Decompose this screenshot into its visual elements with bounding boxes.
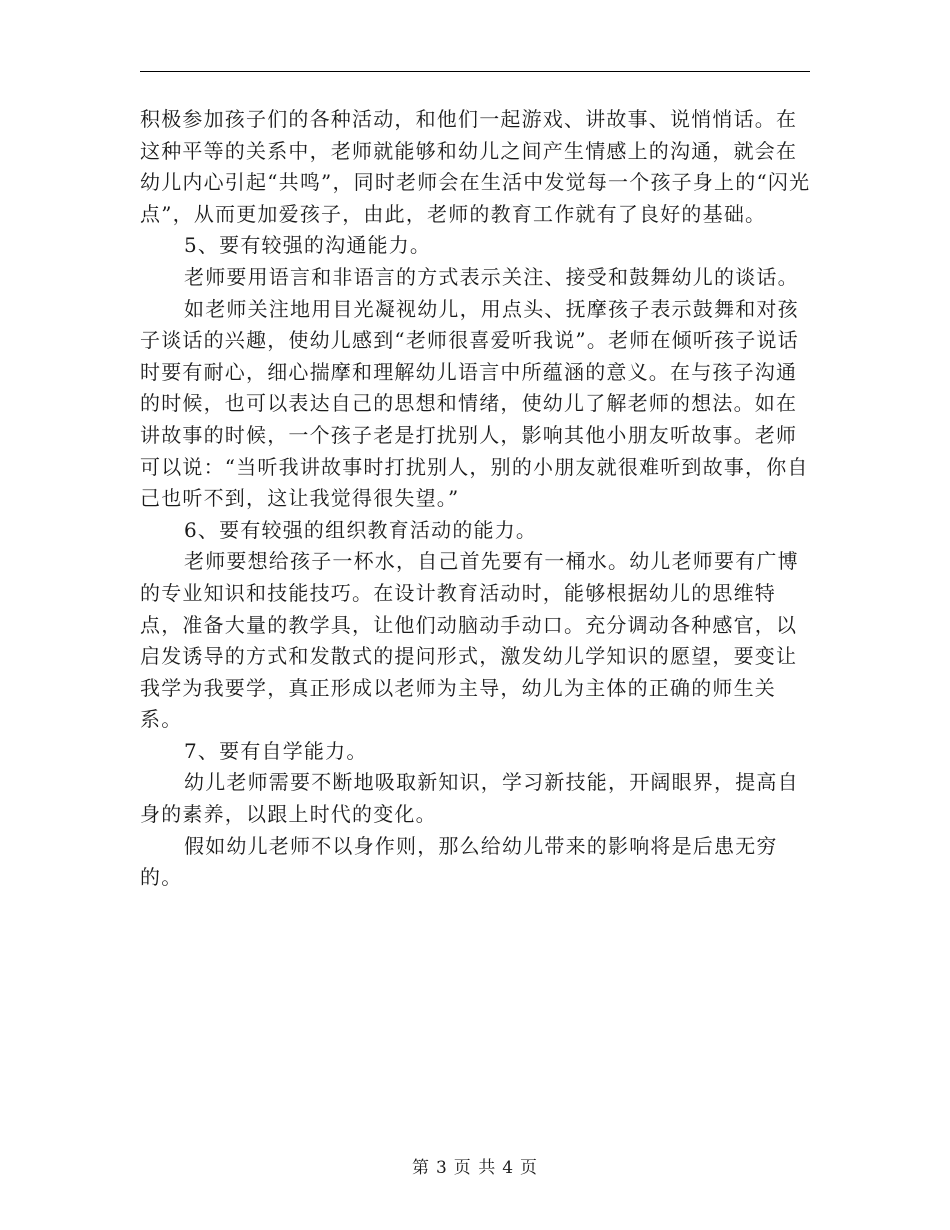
paragraph: 幼儿老师需要不断地吸取新知识，学习新技能，开阔眼界，提高自身的素养，以跟上时代的变化。 bbox=[140, 770, 799, 827]
paragraph: 老师要用语言和非语言的方式表示关注、接受和鼓舞幼儿的谈话。 bbox=[184, 264, 799, 289]
paragraph: 积极参加孩子们的各种活动，和他们一起游戏、讲故事、说悄悄话。在这种平等的关系中，老师就能够和幼儿之间产生情感上的沟通，就会在幼儿内心引起“共鸣”，同时老师会在生活中发觉每一个孩子身上的“闪光点”，从而更加爱孩子，由此，老师的教育工作就有了良好的基础。 bbox=[140, 107, 811, 226]
footer-prefix: 第 bbox=[411, 1158, 430, 1178]
footer-total-pages: 4 bbox=[502, 1158, 515, 1178]
document-body bbox=[140, 104, 816, 894]
paragraph: 老师要想给孩子一杯水，自己首先要有一桶水。幼儿老师要有广博的专业知识和技能技巧。在设计教育活动时，能够根据幼儿的思维特点，准备大量的教学具，让他们动脑动手动口。充分调动各种感官，以启发诱导的方式和发散式的提问形式，激发幼儿学知识的愿望，要变让我学为我要学，真正形成以老师为主导，幼儿为主体的正确的师生关系。 bbox=[140, 549, 799, 732]
paragraph: 如老师关注地用目光凝视幼儿，用点头、抚摩孩子表示鼓舞和对孩子谈话的兴趣，使幼儿感到“老师很喜爱听我说”。老师在倾听孩子说话时要有耐心，细心揣摩和理解幼儿语言中所蕴涵的意义。在与孩子沟通的时候，也可以表达自己的思想和情绪，使幼儿了解老师的想法。如在讲故事的时候，一个孩子老是打扰别人，影响其他小朋友听故事。老师可以说：“当听我讲故事时打扰别人，别的小朋友就很难听到故事，你自己也听不到，这让我觉得很失望。” bbox=[140, 296, 809, 511]
section-heading: 6、要有较强的组织教育活动的能力。 bbox=[184, 517, 538, 542]
page-footer bbox=[0, 1153, 950, 1178]
section-heading: 7、要有自学能力。 bbox=[184, 738, 368, 763]
section-heading: 5、要有较强的沟通能力。 bbox=[184, 233, 432, 258]
paragraph: 假如幼儿老师不以身作则，那么给幼儿带来的影响将是后患无穷的。 bbox=[140, 833, 778, 890]
footer-page-number: 3 bbox=[435, 1158, 448, 1178]
footer-middle: 页 共 bbox=[453, 1158, 497, 1178]
header-rule bbox=[140, 71, 810, 72]
footer-suffix: 页 bbox=[520, 1158, 539, 1178]
